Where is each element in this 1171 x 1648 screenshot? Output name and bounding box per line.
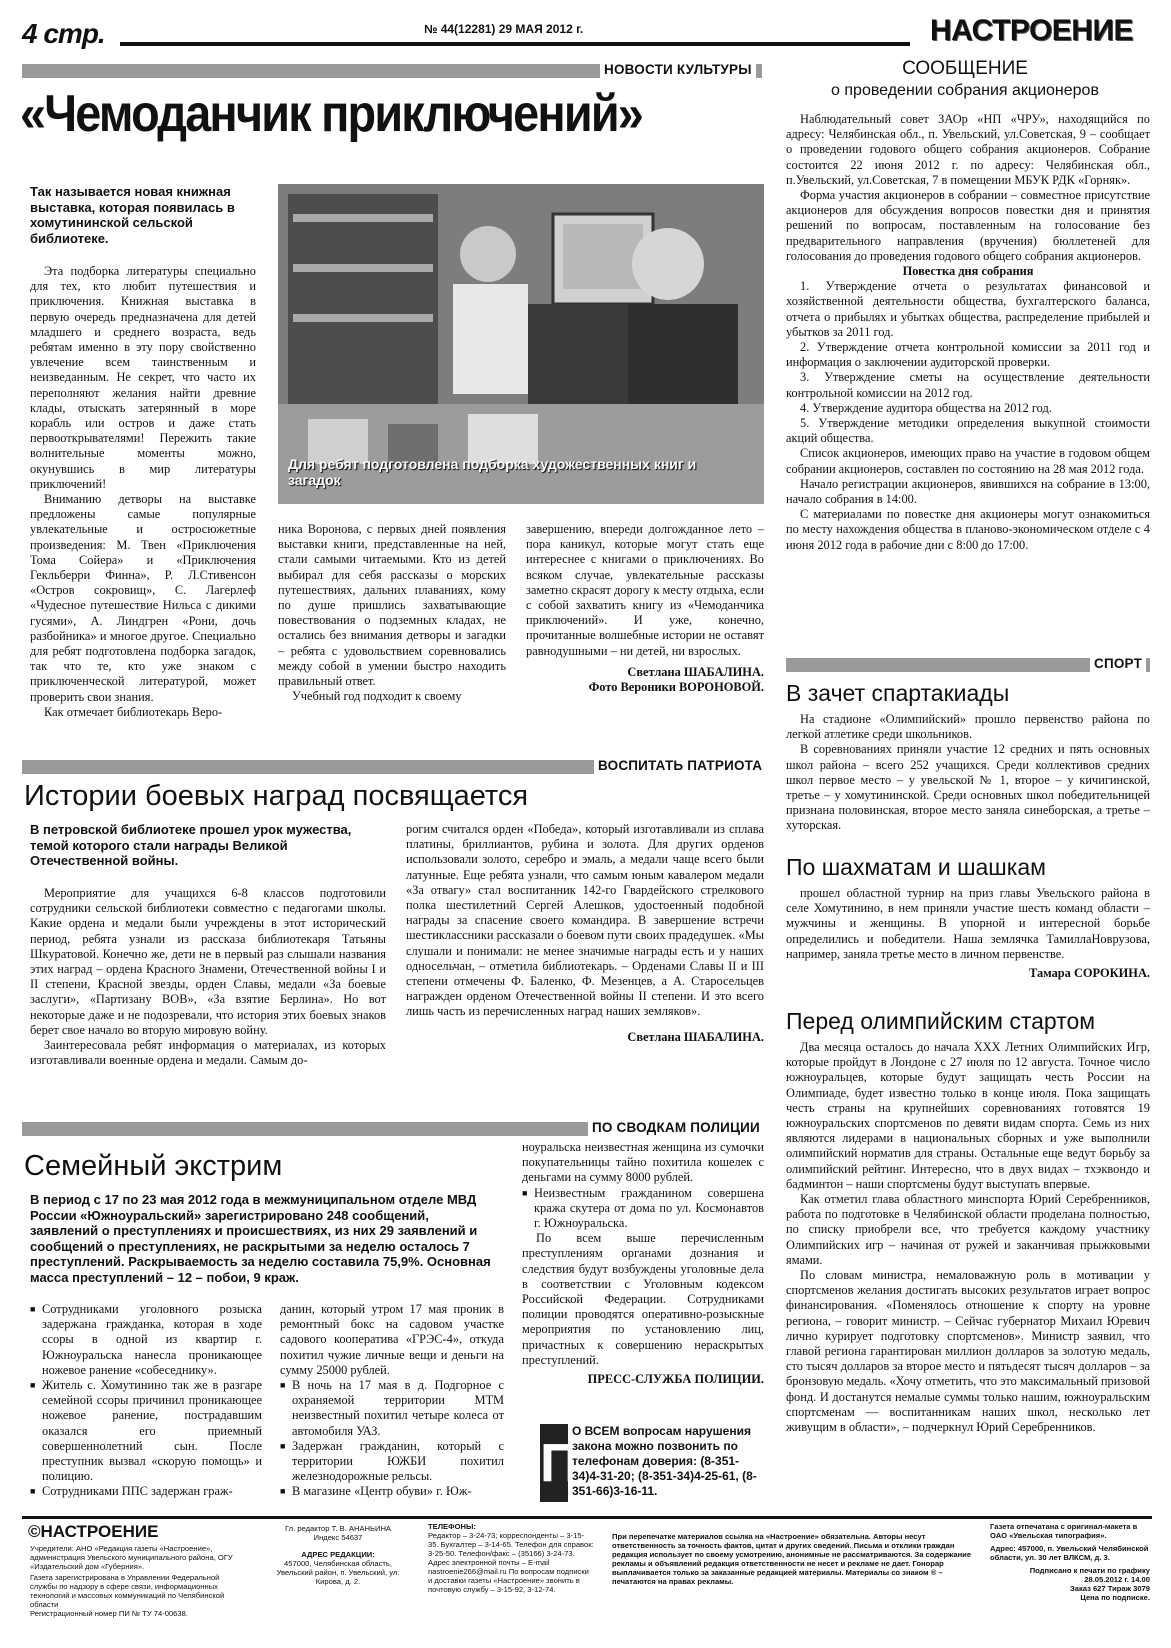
photo-credit: Фото Вероники ВОРОНОВОЙ. [588,679,764,694]
paragraph: Два месяца осталось до начала XXX Летних Олимпийских Игр, которые пройдут в Лондоне с 27 июля по 12 августа. Точное число южноуральцев, которые будут защищать честь России на Олимпиаде, будет известно только в конце июля. Пока защищать честь страны на крупнейших соревнованиях готовятся 19 южноуральских спортсменов по девяти видам спорта. Семь из них являются лидерами в национальных сборных и уже выполнили олимпийский норматив для страны. Остальные еще ведут борьбу за олимпийский рейтинг. Интересно, что в двух видах – тхэквондо и бадминтон – наши спортсмены будут выступать впервые. [786,1040,1150,1191]
page-header [0,0,1171,56]
rubric-culture-news: НОВОСТИ КУЛЬТУРЫ [600,62,756,78]
article-lead: В петровской библиотеке прошел урок мужества, темой которого стали награды Великой Отечественной войны. [30,822,352,868]
founders-text: Учредители: АНО «Редакция газеты «Настроение», администрация Увельского муниципального района, ОГУ «Издательский дом «Губерния». [30,1544,233,1571]
paragraph: С материалами по повестке дня акционеры могут ознакомиться по месту нахождения общества в планово-экономическом отделе с 4 июня 2012 года в рабочие дни с 8:00 до 17:00. [786,507,1150,552]
agenda-item: 4. Утверждение аудитора общества на 2012 год. [800,400,1052,415]
article-col-3 [526,522,764,695]
sport-headline-1: В зачет спартакиады [786,680,1010,706]
incident-list [30,1302,262,1500]
editor-name: Гл. редактор Т. В. АНАНЬИНА [284,1524,391,1533]
agenda-item: 5. Утверждение методики определения выкупной стоимости акций общества. [786,416,1150,446]
sport-headline-2: По шахматам и шашкам [786,854,1046,880]
subscription-index: Индекс 54637 [313,1533,363,1542]
photo-caption: Для ребят подготовлена подборка художественных книг и загадок [288,456,697,488]
article-title: Истории боевых наград посвящается [24,780,529,812]
price-text: Цена по подписке. [1080,1593,1150,1602]
list-item: ■ Задержан гражданин, который с территории ЮЖБИ похитил железнодорожные рельсы. [280,1439,504,1485]
registration-number: Регистрационный номер ПИ № ТУ 74-00638. [30,1609,188,1618]
footer-phones [428,1522,594,1594]
list-item: ■ Житель с. Хомутинино так же в разгаре семейной ссоры причинил проникающее ножевое ранение, пострадавшим оказался его приемный совершеннолетний сын. После преступник вызвал «скорую помощь» и полицию. [30,1378,262,1484]
article-title: «Чемоданчик приключений» [20,85,643,143]
signed-text: Подписано к печати по графику 28.05.2012 г. 14.00 [1029,1566,1150,1584]
paragraph: Мероприятие для учащихся 6-8 классов подготовили сотрудники сельской библиотеки совместно с педагогами школы. Какие ордена и медали были учреждены в этот исторический период, ребята узнали из рассказа библиотекаря Татьяны Шкуратовой. Конечно же, дети не в первый раз слышали названия этих наград – ордена Красного Знамени, Отечественной войны I и II степени, Красной звезды, орден Славы, медали «За боевые заслуги», «Партизану ВОВ», «За взятие Берлина». Но вот некоторые даже и не подозревали, что история этих боевых знаков берет свое начало во вторую мировую войну. [30,886,386,1037]
printer-address: Адрес: 457000, п. Увельский Челябинской области, ул. 30 лет ВЛКСМ, д. 3. [990,1544,1149,1562]
agenda-item: 3. Утверждение сметы на осуществление деятельности контрольной комиссии на 2012 год. [786,370,1150,400]
sport-body-3 [786,1040,1150,1435]
drop-cap: П [540,1424,568,1502]
footer-rule [22,1516,1152,1519]
article-lead: Так называется новая книжная выставка, которая появилась в хомутининской сельской библиотеке. [30,184,235,246]
sport-body-2 [786,886,1150,981]
address-text: 457000, Челябинская область, Увельский район, п. Увельский, ул. Кирова, д. 2. [276,1559,400,1586]
list-item: ■ Сотрудниками ППС задержан граж- [30,1484,262,1499]
masthead-logo: НАСТРОЕНИЕ [930,14,1134,47]
footer-printing [990,1522,1150,1602]
rubric-police: ПО СВОДКАМ ПОЛИЦИИ [588,1120,764,1136]
printed-text: Газета отпечатана с оригинал-макета в ОАО «Увельская типография». [990,1522,1138,1540]
article-photo [278,184,764,504]
footer-logo: ©НАСТРОЕНИЕ [28,1522,159,1541]
article-col-1 [30,264,256,720]
footer-founders [30,1544,242,1618]
paragraph: прошел областной турнир на приз главы Увельского района в селе Хомутинино, в нем приняли участие шесть команд области – мужчины и женщины. В упорной и интересной борьбе определились и победители. Наша землячка ТамиллаНоврузова, например, заняла третье место в личном первенстве. [786,886,1150,961]
paragraph: Учебный год подходит к своему [292,689,462,704]
agenda-item: 2. Утверждение отчета контрольной комиссии за 2011 год и информация о заключении аудиторской проверки. [786,340,1150,370]
issue-date: № 44(12281) 29 МАЯ 2012 г. [420,22,587,36]
order-text: Заказ 627 Тираж 3079 [1069,1584,1150,1593]
list-item: ■ Сотрудниками уголовного розыска задержана гражданка, которая в ходе ссоры в одной из квартир г. Южноуральска нанесла проникающее ножевое ранение «собеседнику». [30,1302,262,1378]
paragraph: В соревнованиях приняли участие 12 средних и пять основных школ района – всего 252 учащихся. Среди коллективов средних школ первое место – у увельской № 1, второе – у кичигинской, третье – у хомутининской. Среди основных школ победительницей признана половинская, второе место заняла синеборская, а третье – хуторская. [786,742,1150,833]
paragraph: рогим считался орден «Победа», который изготавливали из сплава платины, бриллиантов, рубина и золота. Для других орденов использовали золото, серебро и эмаль, а медали чаще всего были латунные. Еще ребята узнали, что самым юным кавалером медали «За отвагу» стал воспитанник 142-го Гвардейского стрелкового полка шестилетний Сергей Алешков, удостоенный подобной награды за спасение своего командира. В завершение встречи шестиклассники рассказали о боевом пути своих прадедушек. «Мы слушали и понимали: не менее значимые награды есть и у наших односельчан, – отметила библиотекарь. – Орденами Славы II и III степени отмечены Ф. Баленко, Ф. Мезенцев, а А. Старосельцев награжден орденом Отечественной войны II степени. И это всего лишь часть из перечисленных наград наших земляков». [406,822,764,1019]
article-lead: В период с 17 по 23 мая 2012 года в межмуниципальном отделе МВД России «Южноуральский» зарегистрировано 248 сообщений, заявлений о преступлениях и происшествиях, из них 29 заявлений и сообщений о преступлениях, не раскрытыми за неделю осталось 7 преступлений. Раскрываемость за неделю составила 75,9%. Основная масса преступлений – 12 – побои, 9 краж. [30,1192,491,1285]
paragraph: Начало регистрации акционеров, явившихся на собрание в 13:00, начало собрания в 14:00. [786,476,1150,507]
address-title: АДРЕС РЕДАКЦИИ: [301,1550,375,1559]
sport-body-1 [786,712,1150,834]
paragraph: Эта подборка литературы специально для тех, кто любит путешествия и приключения. Книжная выставка в первую очередь предназначена для детей младшего и среднего возраста, ведь ребятам именно в эту пору свойственно увлечение всем таинственным и неизведанным. Не секрет, что часто их переполняют желания найти древние клады, отыскать затерянный в море корабль или остров и даже стать первооткрывателями! Пережить такие волнительные моменты можно, окунувшись в мир литературы приключений! [30,264,256,491]
agenda-title: Повестка дня собрания [902,264,1034,279]
paragraph: ноуральска неизвестная женщина из сумочки покупательницы тайно похитила кошелек с деньгами на сумму 8000 рублей. [522,1140,764,1185]
notice-title: СООБЩЕНИЕ [902,58,1028,79]
paragraph: Как отметил глава областного минспорта Юрий Серебренников, работа по подготовке в Челябинской области проделана полностью, по списку приобрели все, что требуется каждому участнику Олимпийских игр – начиная от ружей и заканчивая прыжковыми ямами. [786,1192,1150,1267]
hotline-text: О ВСЕМ вопросам нарушения закона можно позвонить по телефонам доверия: (8-351-34)4-31-20; (8-351-34)4-25-61, (8-351-66)3-16-11. [572,1424,757,1498]
rubric-sport: СПОРТ [1090,656,1146,672]
list-item: ■ В магазине «Центр обуви» г. Юж- [280,1484,504,1499]
paragraph: Список акционеров, имеющих право на участие в годовом общем собрании акционеров, составлен по состоянию на 28 мая 2012 года. [786,446,1150,476]
article-col-1 [30,886,386,1068]
list-item: ■ В ночь на 17 мая в д. Подгорное с охраняемой территории МТМ неизвестный похитил четыре колеса от автомобиля УАЗ. [280,1378,504,1439]
paragraph: Как отмечает библиотекарь Веро- [44,704,223,719]
author-signature: ПРЕСС-СЛУЖБА ПОЛИЦИИ. [587,1372,764,1387]
paragraph: завершению, впереди долгожданное лето – пора каникул, которые могут стать еще интереснее с книгами о приключениях. Во всяком случае, увлекательные рассказы заметно скрасят дорогу к месту отдыха, если с собой захватить книгу из «Чемоданчика приключений». И уже, конечно, прочитанные волшебные истории не оставят равнодушными – ни детей, ни взрослых. [526,522,764,658]
agenda-item: 1. Утверждение отчета о результатах финансовой и хозяйственной деятельности общества, бухгалтерского баланса, отчета о прибылях и убытках общества, распределение прибылей и убытков за 2011 год. [786,279,1150,339]
paragraph: Вниманию детворы на выставке предложены самые популярные увлекательные и остросюжетные произведения: М. Твен «Приключения Тома Сойера» и «Приключения Гекльберри Финна», Р. Л.Стивенсон «Остров сокровищ», С. Лагерлеф «Чудесное путешествие Нильса с дикими гусями», А. Линдгрен «Рони, дочь разбойника» и многое другое. Специально для ребят подготовлена подборка загадок, так что те, кто уже знаком с приключенческой литературой, может проверить свои знания. [30,492,256,704]
article-col-3 [522,1140,764,1387]
footer-editor [268,1524,408,1586]
paragraph: По всем выше перечисленным преступлениям органами дознания и следствия будут возбуждены уголовные дела в соответствии с Уголовным кодексом Российской Федерации. Сотрудниками полиции проводятся оперативно-розыскные мероприятия по установлению лиц, причастных к совершению нераскрытых преступлений. [522,1231,764,1367]
notice-body [786,112,1150,553]
paragraph: Форма участия акционеров в собрании – совместное присутствие акционеров для обсуждения вопросов повестки дня и принятия решений по вопросам, поставленным на голосование без предварительного направления (вручения) бюллетеней для голосования до проведения годового общего собрания акционеров. [786,188,1150,263]
paragraph: Заинтересовала ребят информация о материалах, из которых изготавливали военные ордена и медали. Самым до- [30,1038,386,1068]
paragraph: ника Воронова, с первых дней появления выставки книги, представленные на ней, стали самыми читаемыми. Кто из детей выбирал для себя рассказы о морских путешествиях, дальних плаваниях, кому по душе пришлись захватывающие повествования о подземных кладах, не остались без внимания детворы и загадки – ребята с удовольствием соревновались между собой в умении быстро находить правильный ответ. [278,522,506,689]
article-col-1 [30,1302,262,1500]
paragraph: По словам министра, немаловажную роль в мотивации у спортсменов желания достигать высоких результатов играет вопрос финансирования. «Поменялось отношение к спорту на уровне региона, – говорит министр. – Сейчас губернатор Михаил Юревич лично курирует подготовку спортсменов». Министр заявил, что главой региона гарантирован миллион долларов за золотую медаль, сто тысяч долларов за второе место и пятьдесят тысяч долларов – за бронзовую медаль. «Хочу отметить, что это максимальный призовой фонд. И достанутся немалые суммы только нашим, южноуральским спортсменам — воспитанникам наших школ, несколько лет живущим в области», – подчеркнул Юрий Серебренников. [786,1268,1150,1435]
registration-text: Газета зарегистрирована в Управлении Федеральной службы по надзору в сфере связи, информационных технологий и массовых коммуникаций по Челябинской области [30,1573,225,1609]
article-col-2 [280,1302,504,1500]
rules-text: При перепечатке материалов ссылка на «Настроение» обязательна. Авторы несут ответственность за точность фактов, цитат и других сведений. Письма и отклики граждан редакция использует по своему усмотрению, анонимные не рассматриваются. За содержание рекламы и объявлений редакция ответственности не несет и рекламе не дает. Гонорар выплачивается только за заказанные редакцией материалы. Материалы со знаком ® – печатаются на правах рекламы. [612,1532,972,1586]
list-item: ■ Неизвестным гражданином совершена кража скутера от дома по ул. Космонавтов г. Южноуральска. [522,1186,764,1232]
author-signature: Тамара СОРОКИНА. [1029,966,1150,981]
incident-list [522,1186,764,1232]
paragraph: данин, который утром 17 мая проник в ремонтный бокс на садовом участке садового кооператива «ГРЭС-4», откуда похитил чужие личные вещи и деньги на сумму 25000 рублей. [280,1302,504,1377]
notice-subtitle: о проведении собрания акционеров [831,82,1099,99]
phones-text: Редактор – 3-24-73; корреспонденты – 3-15-35. Бухгалтер – 3-14-65. Телефон для справок: 3-25-50. Телефон/факс – (35166) 3-24-73. Адрес электронной почты – E-mail nastroenie266@mail.ru По вопросам подписки и доставки газеты «Настроение» звонить в почтовую службу – 3-15-92, 3-12-74. [428,1531,594,1594]
sport-headline-3: Перед олимпийским стартом [786,1008,1096,1034]
page-number: 4 стр. [22,18,105,49]
rubric-patriot: ВОСПИТАТЬ ПАТРИОТА [594,758,766,774]
header-rule [120,42,910,46]
paragraph: На стадионе «Олимпийский» прошло первенство района по легкой атлетике среди школьников. [786,712,1150,742]
paragraph: Наблюдательный совет ЗАОр «НП «ЧРУ», находящийся по адресу: Челябинская обл., п. Увельский, ул.Советская, 9 – сообщает о проведении годового общего собрания акционеров. Собрание состоится 22 июня 2012 г. по адресу: Челябинская обл., п.Увельский, ул.Советская, 7 в помещении МБУК РДК «Горняк». [786,112,1150,187]
article-col-2 [406,822,764,1045]
author-signature: Светлана ШАБАЛИНА. [627,664,764,679]
article-title: Семейный экстрим [24,1150,283,1182]
author-signature: Светлана ШАБАЛИНА. [627,1029,764,1044]
incident-list [280,1378,504,1500]
phones-title: ТЕЛЕФОНЫ: [428,1522,476,1531]
hotline-box [540,1424,766,1504]
footer-rules [612,1532,972,1586]
article-col-2 [278,522,506,704]
